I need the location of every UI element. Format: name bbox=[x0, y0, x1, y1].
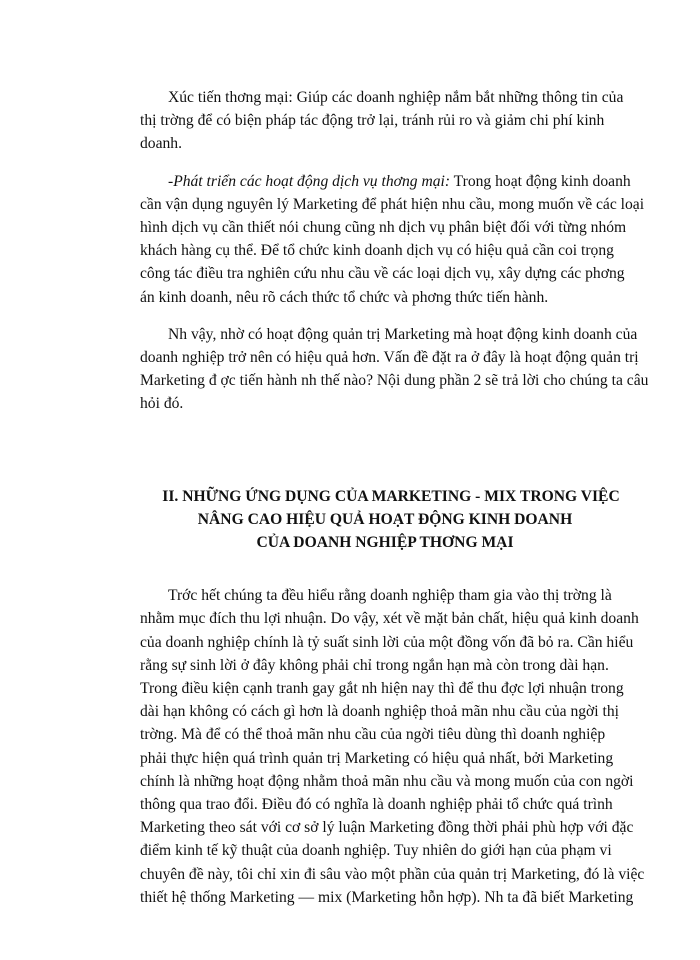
text-line: khách hàng cụ thể. Để tổ chức kinh doanh dịch vụ có hiệu quả cần coi trọng bbox=[140, 242, 614, 260]
text-line: nhằm mục đích thu lợi nhuận. Do vậy, xét về mặt bản chất, hiệu quả kinh doanh bbox=[140, 610, 639, 628]
text-line: doanh nghiệp trở nên có hiệu quả hơn. Vấn đề đặt ra ở đây là hoạt động quản trị bbox=[140, 349, 639, 367]
document-page bbox=[140, 86, 649, 909]
heading-line: NÂNG CAO HIỆU QUẢ HOẠT ĐỘNG KINH DOANH bbox=[197, 510, 573, 528]
section-heading bbox=[140, 485, 630, 555]
text-line: của doanh nghiệp chính là tỷ suất sinh lời của một đồng vốn đã bỏ ra. Cần hiểu bbox=[140, 633, 634, 651]
text-line: Xúc tiến thơng mại: Giúp các doanh nghiệp nắm bắt những thông tin của bbox=[168, 89, 624, 106]
text-line: công tác điều tra nghiên cứu nhu cầu về các loại dịch vụ, xây dựng các phơng bbox=[140, 265, 625, 283]
text-line: Trớc hết chúng ta đều hiểu rằng doanh nghiệp tham gia vào thị trờng là bbox=[168, 587, 612, 605]
text-line bbox=[140, 170, 630, 193]
text-line: Marketing theo sát với cơ sở lý luận Marketing đồng thời phải phù hợp với đặc bbox=[140, 819, 634, 837]
text-line: thông qua trao đổi. Điều đó có nghĩa là doanh nghiệp phải tổ chức quá trình bbox=[140, 796, 613, 814]
italic-lead: -Phát triển các hoạt động dịch vụ thơng mại: bbox=[168, 172, 451, 190]
text-line: điểm kinh tế kỹ thuật của doanh nghiệp. Tuy nhiên do giới hạn của phạm vi bbox=[140, 842, 612, 860]
paragraph-trade-promotion bbox=[140, 86, 630, 156]
text-line: án kinh doanh, nêu rõ cách thức tổ chức và phơng thức tiến hành. bbox=[140, 288, 549, 306]
text-line: trờng. Mà để có thể thoả mãn nhu cầu của ngời tiêu dùng thì doanh nghiệp bbox=[140, 726, 606, 744]
heading-line: II. NHỮNG ỨNG DỤNG CỦA MARKETING - MIX TRONG VIỆC bbox=[162, 487, 620, 505]
text-line: thiết hệ thống Marketing — mix (Marketing hỗn hợp). Nh ta đã biết Marketing bbox=[140, 888, 634, 906]
paragraph-trade-services bbox=[140, 170, 645, 309]
text-line: doanh. bbox=[140, 135, 183, 153]
text-line: hỏi đó. bbox=[140, 395, 184, 413]
text-line: rằng sự sinh lời ở đây không phải chỉ trong ngắn hạn mà còn trong dài hạn. bbox=[140, 656, 609, 674]
text-line: phải thực hiện quá trình quản trị Marketing có hiệu quả nhất, bởi Marketing bbox=[140, 749, 614, 767]
paragraph-summary bbox=[140, 323, 649, 416]
text-line: dài hạn không có cách gì hơn là doanh nghiệp thoả mãn nhu cầu của ngời thị bbox=[140, 703, 619, 721]
text-line: chuyên đề này, tôi chỉ xin đi sâu vào một phần của quản trị Marketing, đó là việc bbox=[140, 865, 645, 883]
text-line: Nh vậy, nhờ có hoạt động quản trị Marketing mà hoạt động kinh doanh của bbox=[168, 325, 638, 343]
text-line: Trong điều kiện cạnh tranh gay gắt nh hiện nay thì để thu đợc lợi nhuận trong bbox=[140, 680, 624, 698]
text-line: hình dịch vụ cần thiết nói chung cũng nh dịch vụ phân biệt đối với từng nhóm bbox=[140, 219, 627, 237]
text-line: cần vận dụng nguyên lý Marketing để phát hiện nhu cầu, mong muốn về các loại bbox=[140, 195, 645, 213]
paragraph-body bbox=[140, 584, 645, 909]
text-line: Marketing đ ợc tiến hành nh thế nào? Nội dung phần 2 sẽ trả lời cho chúng ta câu bbox=[140, 372, 649, 390]
heading-line: CỦA DOANH NGHIỆP THƠNG MẠI bbox=[256, 534, 514, 552]
text-fragment: Trong hoạt động kinh doanh bbox=[450, 172, 631, 190]
text-line: chính là những hoạt động nhằm thoả mãn nhu cầu và mong muốn của con ngời bbox=[140, 772, 634, 790]
text-line: thị trờng để có biện pháp tác động trở lại, tránh rủi ro và giảm chi phí kinh bbox=[140, 112, 605, 130]
